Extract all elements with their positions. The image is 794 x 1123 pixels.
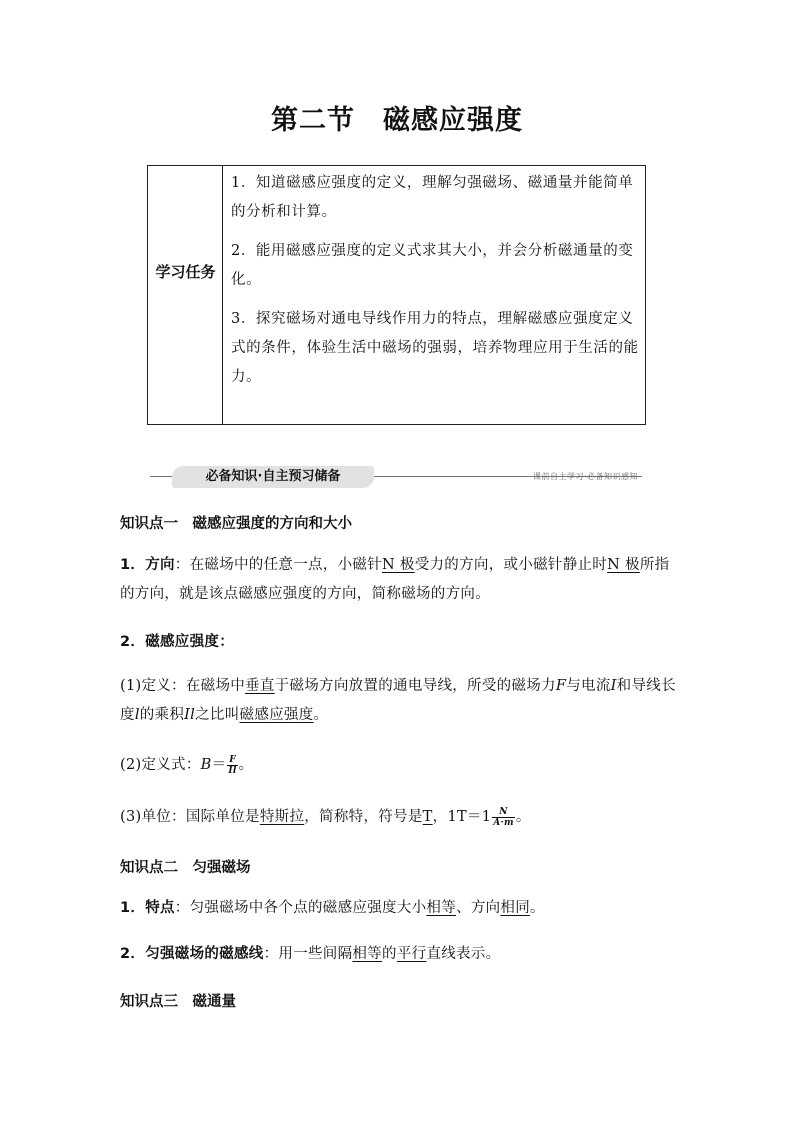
answer-equal: 相等 — [426, 900, 457, 916]
answer-magnetic-induction: 磁感应强度 — [239, 707, 314, 723]
knowledge-point-2-heading: 知识点二 匀强磁场 — [120, 860, 251, 876]
task-label: 学习任务 — [155, 263, 216, 281]
text-run: ，简称特，符号是 — [304, 809, 423, 825]
uniform-field-feature-paragraph — [120, 894, 680, 923]
fraction-f-over-il — [227, 755, 237, 776]
answer-perpendicular: 垂直 — [245, 678, 275, 694]
text-run: ：用一些间隔 — [263, 946, 353, 962]
fraction-n-over-am — [492, 807, 515, 828]
fraction-numerator: N — [492, 807, 515, 818]
field-lines-lead: 2．匀强磁场的磁感线 — [120, 946, 264, 962]
text-run: 所指的方向，就是该点磁感应强度的方向，简称磁场的方向。 — [120, 557, 670, 602]
var-i: I — [610, 678, 617, 694]
text-run: ：在磁场中的任意一点，小磁针 — [174, 557, 382, 573]
magnetic-induction-subheading: 2．磁感应强度： — [120, 634, 234, 650]
task-label-cell — [148, 166, 223, 424]
unit-paragraph — [120, 803, 680, 832]
task-item-2: 2．能用磁感应强度的定义式求其大小，并会分析磁通量的变化。 — [231, 243, 634, 288]
fraction-denominator: A·m — [493, 817, 514, 828]
learning-tasks-table — [147, 165, 646, 425]
text-run: 。 — [238, 757, 254, 773]
text-run: ，1T＝1 — [432, 809, 492, 825]
var-b: B — [200, 757, 212, 773]
answer-n-pole-1: N 极 — [382, 557, 415, 573]
text-run: 。 — [515, 809, 531, 825]
answer-equal-spacing: 相等 — [352, 946, 383, 962]
knowledge-point-3-heading: 知识点三 磁通量 — [120, 994, 236, 1010]
banner-label: 必备知识·自主预习储备 — [205, 469, 341, 484]
text-run: 、方向 — [456, 900, 501, 916]
text-run: 的 — [382, 946, 397, 962]
text-run: 直线表示。 — [426, 946, 501, 962]
text-run: 与电流 — [566, 678, 611, 694]
direction-lead: 1．方向 — [120, 557, 175, 573]
text-run: 和导线长度 — [120, 678, 676, 723]
definition-paragraph — [120, 672, 680, 730]
answer-tesla: 特斯拉 — [259, 809, 305, 825]
direction-paragraph — [120, 551, 680, 609]
text-run: 之比叫 — [195, 707, 240, 723]
task-item-1: 1．知道磁感应强度的定义，理解匀强磁场、磁通量并能简单的分析和计算。 — [231, 175, 634, 220]
page-title: 第二节 磁感应强度 — [271, 105, 523, 136]
text-run: 的乘积 — [139, 707, 185, 723]
uniform-field-lines-paragraph — [120, 940, 680, 969]
text-run: 受力的方向，或小磁针静止时 — [414, 557, 608, 573]
task-list — [231, 169, 641, 402]
text-run: (1)定义：在磁场中 — [120, 678, 246, 694]
text-run: 于磁场方向放置的通电导线，所受的磁场力 — [274, 678, 556, 694]
var-l: l — [134, 707, 140, 723]
answer-same: 相同 — [500, 900, 531, 916]
text-run: (2)定义式： — [120, 757, 201, 773]
text-run: (3)单位：国际单位是 — [120, 809, 260, 825]
feature-lead: 1．特点 — [120, 900, 175, 916]
banner-subtitle: 课前自主学习·必备知识感知 — [532, 472, 638, 481]
text-run: ：匀强磁场中各个点的磁感应强度大小 — [174, 900, 427, 916]
formula-paragraph — [120, 751, 680, 780]
task-item-3: 3．探究磁场对通电导线作用力的特点，理解磁感应强度定义式的条件，体验生活中磁场的强弱，培养物理应用于生活的能力。 — [231, 311, 639, 385]
answer-symbol-t: T — [422, 809, 433, 825]
knowledge-point-1-heading: 知识点一 磁感应强度的方向和大小 — [120, 516, 352, 532]
text-run: ＝ — [211, 757, 227, 773]
text-run: 。 — [530, 900, 545, 916]
var-il: Il — [184, 707, 196, 723]
answer-n-pole-2: N 极 — [607, 557, 640, 573]
var-f: F — [555, 678, 567, 694]
fraction-numerator: F — [229, 754, 236, 765]
section-banner — [150, 466, 642, 488]
answer-parallel: 平行 — [396, 946, 427, 962]
text-run: 。 — [313, 707, 329, 723]
fraction-denominator: Il — [228, 765, 237, 776]
